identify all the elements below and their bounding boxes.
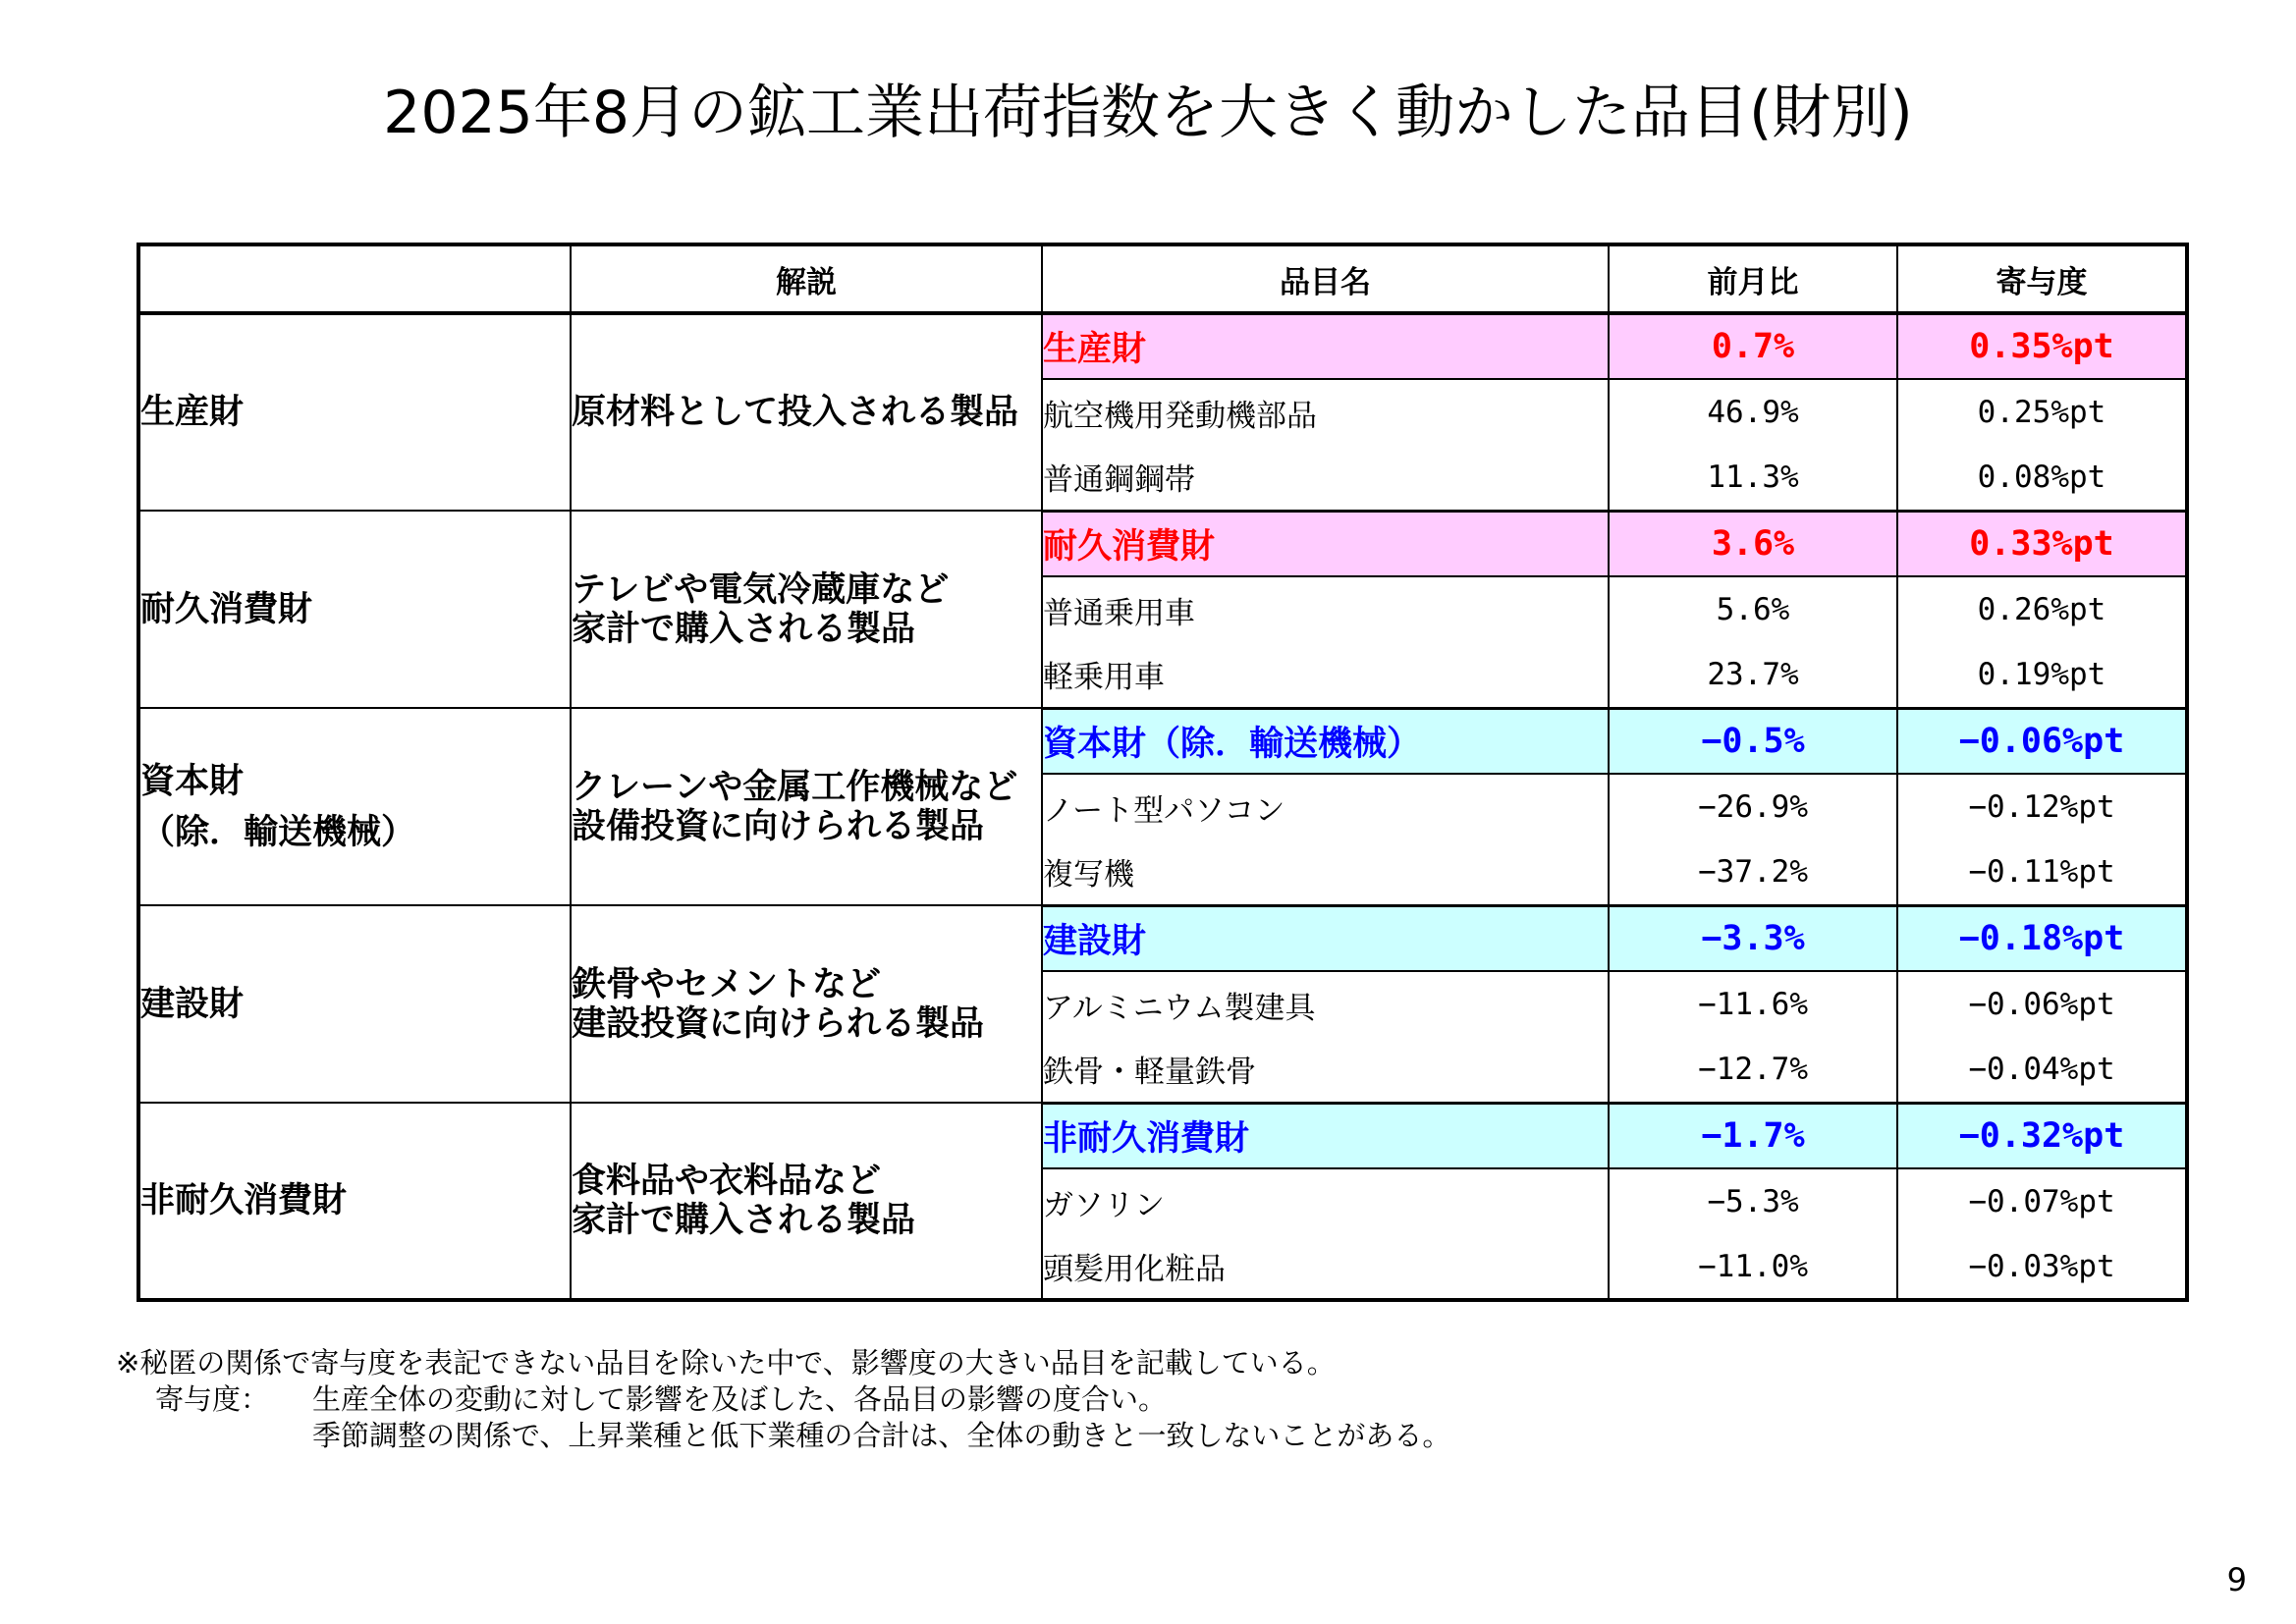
item-mom: −5.3%	[1609, 1168, 1897, 1234]
item-mom: 5.6%	[1609, 576, 1897, 642]
category-label: 資本財 （除．輸送機械）	[138, 708, 571, 905]
category-description: 食料品や衣料品など 家計で購入される製品	[571, 1103, 1042, 1300]
header-mom: 前月比	[1609, 244, 1897, 313]
page-title: 2025年8月の鉱工業出荷指数を大きく動かした品目(財別)	[383, 79, 1913, 147]
summary-mom: 0.7%	[1609, 313, 1897, 379]
summary-name: 耐久消費財	[1042, 511, 1609, 576]
summary-mom: −0.5%	[1609, 708, 1897, 774]
summary-name: 非耐久消費財	[1042, 1103, 1609, 1168]
item-name: 普通鋼鋼帯	[1042, 445, 1609, 511]
item-name: 鉄骨・軽量鉄骨	[1042, 1037, 1609, 1103]
table-header-row	[138, 244, 2187, 313]
item-name: 普通乗用車	[1042, 576, 1609, 642]
item-contribution: −0.07%pt	[1897, 1168, 2187, 1234]
footnotes	[116, 1345, 1450, 1454]
header-description: 解説	[571, 244, 1042, 313]
category-description: クレーンや金属工作機械など 設備投資に向けられる製品	[571, 708, 1042, 905]
category-description: テレビや電気冷蔵庫など 家計で購入される製品	[571, 511, 1042, 708]
summary-mom: 3.6%	[1609, 511, 1897, 576]
summary-mom: −3.3%	[1609, 905, 1897, 971]
item-mom: 23.7%	[1609, 642, 1897, 708]
summary-contribution: 0.33%pt	[1897, 511, 2187, 576]
item-name: 複写機	[1042, 839, 1609, 905]
item-contribution: 0.26%pt	[1897, 576, 2187, 642]
item-mom: −37.2%	[1609, 839, 1897, 905]
goods-table	[137, 243, 2189, 1302]
category-description: 原材料として投入される製品	[571, 313, 1042, 511]
footnote-line	[116, 1381, 1450, 1418]
footnote-text: 生産全体の変動に対して影響を及ぼした、各品目の影響の度合い。	[312, 1382, 1168, 1416]
group-summary-row	[138, 708, 2187, 774]
item-contribution: −0.12%pt	[1897, 774, 2187, 839]
item-name: 頭髪用化粧品	[1042, 1234, 1609, 1300]
item-name: アルミニウム製建具	[1042, 971, 1609, 1037]
item-name: ノート型パソコン	[1042, 774, 1609, 839]
item-contribution: −0.04%pt	[1897, 1037, 2187, 1103]
item-contribution: 0.25%pt	[1897, 379, 2187, 445]
item-mom: −26.9%	[1609, 774, 1897, 839]
summary-contribution: 0.35%pt	[1897, 313, 2187, 379]
summary-name: 資本財（除．輸送機械）	[1042, 708, 1609, 774]
summary-mom: −1.7%	[1609, 1103, 1897, 1168]
summary-name: 生産財	[1042, 313, 1609, 379]
group-summary-row	[138, 905, 2187, 971]
category-label: 耐久消費財	[138, 511, 571, 708]
item-contribution: −0.11%pt	[1897, 839, 2187, 905]
group-summary-row	[138, 1103, 2187, 1168]
summary-contribution: −0.32%pt	[1897, 1103, 2187, 1168]
item-contribution: −0.06%pt	[1897, 971, 2187, 1037]
item-name: 航空機用発動機部品	[1042, 379, 1609, 445]
page-number: 9	[2226, 1561, 2247, 1598]
group-summary-row	[138, 313, 2187, 379]
footnote-line: ※秘匿の関係で寄与度を表記できない品目を除いた中で、影響度の大きい品目を記載している。	[116, 1346, 1336, 1380]
group-summary-row	[138, 511, 2187, 576]
footnote-label: 寄与度：	[155, 1382, 270, 1416]
item-contribution: 0.19%pt	[1897, 642, 2187, 708]
summary-name: 建設財	[1042, 905, 1609, 971]
item-mom: 11.3%	[1609, 445, 1897, 511]
summary-contribution: −0.18%pt	[1897, 905, 2187, 971]
header-blank	[138, 244, 571, 313]
category-label: 生産財	[138, 313, 571, 511]
summary-contribution: −0.06%pt	[1897, 708, 2187, 774]
item-mom: −12.7%	[1609, 1037, 1897, 1103]
category-description: 鉄骨やセメントなど 建設投資に向けられる製品	[571, 905, 1042, 1103]
item-mom: −11.0%	[1609, 1234, 1897, 1300]
item-name: 軽乗用車	[1042, 642, 1609, 708]
item-mom: 46.9%	[1609, 379, 1897, 445]
header-contribution: 寄与度	[1897, 244, 2187, 313]
item-mom: −11.6%	[1609, 971, 1897, 1037]
item-contribution: −0.03%pt	[1897, 1234, 2187, 1300]
category-label: 非耐久消費財	[138, 1103, 571, 1300]
category-label: 建設財	[138, 905, 571, 1103]
header-item: 品目名	[1042, 244, 1609, 313]
footnote-line: 季節調整の関係で、上昇業種と低下業種の合計は、全体の動きと一致しないことがある。	[312, 1419, 1451, 1452]
item-name: ガソリン	[1042, 1168, 1609, 1234]
item-contribution: 0.08%pt	[1897, 445, 2187, 511]
